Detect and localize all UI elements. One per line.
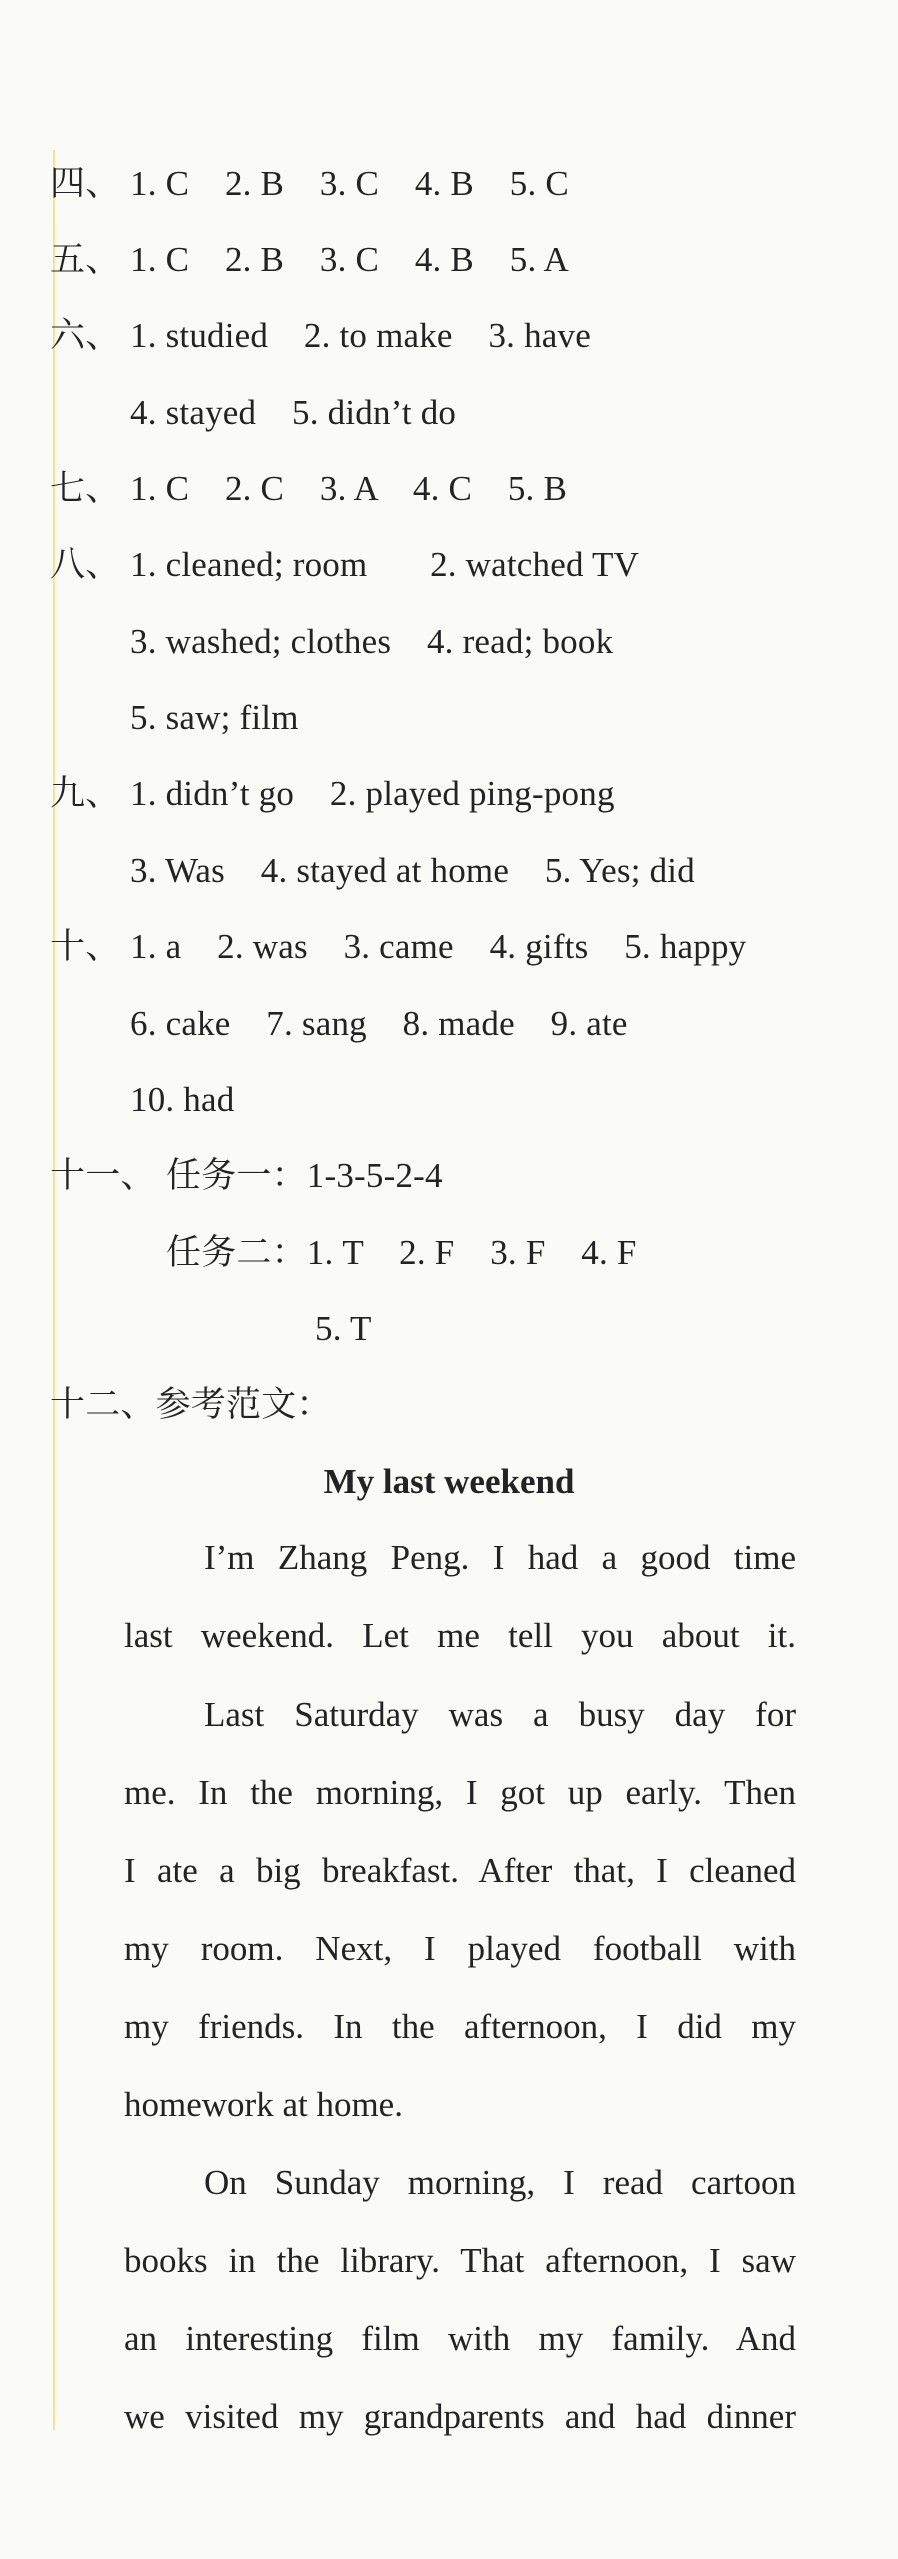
section-9-label: 九、	[50, 774, 121, 813]
section-10-answers-line3: 10. had	[130, 1080, 235, 1119]
section-6-answers-line2: 4. stayed 5. didn’t do	[130, 393, 457, 432]
essay-paragraph-1	[124, 1519, 796, 1675]
essay-line: On Sunday morning, I read cartoon	[204, 2163, 796, 2202]
essay-line: we visited my grandparents and had dinner	[124, 2397, 796, 2436]
section-10-label: 十、	[50, 927, 121, 966]
essay-line: an interesting film with my family. And	[124, 2319, 796, 2358]
section-7-answers: 1. C 2. C 3. A 4. C 5. B	[130, 469, 567, 508]
section-9-answers-line1: 1. didn’t go 2. played ping-pong	[130, 774, 615, 813]
essay-line: my room. Next, I played football with	[124, 1929, 796, 1968]
section-11-task2: 任务二：1. T 2. F 3. F 4. F	[166, 1233, 637, 1272]
essay-line: me. In the morning, I got up early. Then	[124, 1773, 796, 1812]
section-8-answers-line2: 3. washed; clothes 4. read; book	[130, 622, 614, 661]
section-11-label: 十一、	[50, 1156, 156, 1195]
essay-paragraph-2	[124, 1676, 796, 2144]
section-7-label: 七、	[50, 469, 121, 508]
section-6-label: 六、	[50, 316, 121, 355]
section-12-label: 十二、参考范文：	[50, 1385, 332, 1424]
essay-line: books in the library. That afternoon, I saw	[124, 2241, 796, 2280]
section-5-answers: 1. C 2. B 3. C 4. B 5. A	[130, 240, 569, 279]
section-11-task1: 任务一：1-3-5-2-4	[166, 1156, 443, 1195]
section-10-answers-line2: 6. cake 7. sang 8. made 9. ate	[130, 1004, 628, 1043]
section-8-answers-line3: 5. saw; film	[130, 698, 299, 737]
section-5-label: 五、	[50, 240, 121, 279]
essay-line: I ate a big breakfast. After that, I cleaned	[124, 1851, 796, 1890]
essay-line: last weekend. Let me tell you about it.	[124, 1616, 796, 1655]
section-4-label: 四、	[50, 164, 121, 203]
section-6-answers-line1: 1. studied 2. to make 3. have	[130, 316, 591, 355]
section-10-answers-line1: 1. a 2. was 3. came 4. gifts 5. happy	[130, 927, 747, 966]
section-8-label: 八、	[50, 545, 121, 584]
essay-line: homework at home.	[124, 2085, 403, 2124]
section-8-answers-line1: 1. cleaned; room 2. watched TV	[130, 545, 640, 584]
essay-line: Last Saturday was a busy day for	[204, 1695, 796, 1734]
essay-line: I’m Zhang Peng. I had a good time	[204, 1538, 796, 1577]
section-4-answers: 1. C 2. B 3. C 4. B 5. C	[130, 164, 569, 203]
essay-title: My last weekend	[323, 1462, 575, 1501]
section-11-task2-cont: 5. T	[315, 1309, 372, 1348]
essay-paragraph-3	[124, 2144, 796, 2456]
essay-line: my friends. In the afternoon, I did my	[124, 2007, 796, 2046]
section-9-answers-line2: 3. Was 4. stayed at home 5. Yes; did	[130, 851, 695, 890]
